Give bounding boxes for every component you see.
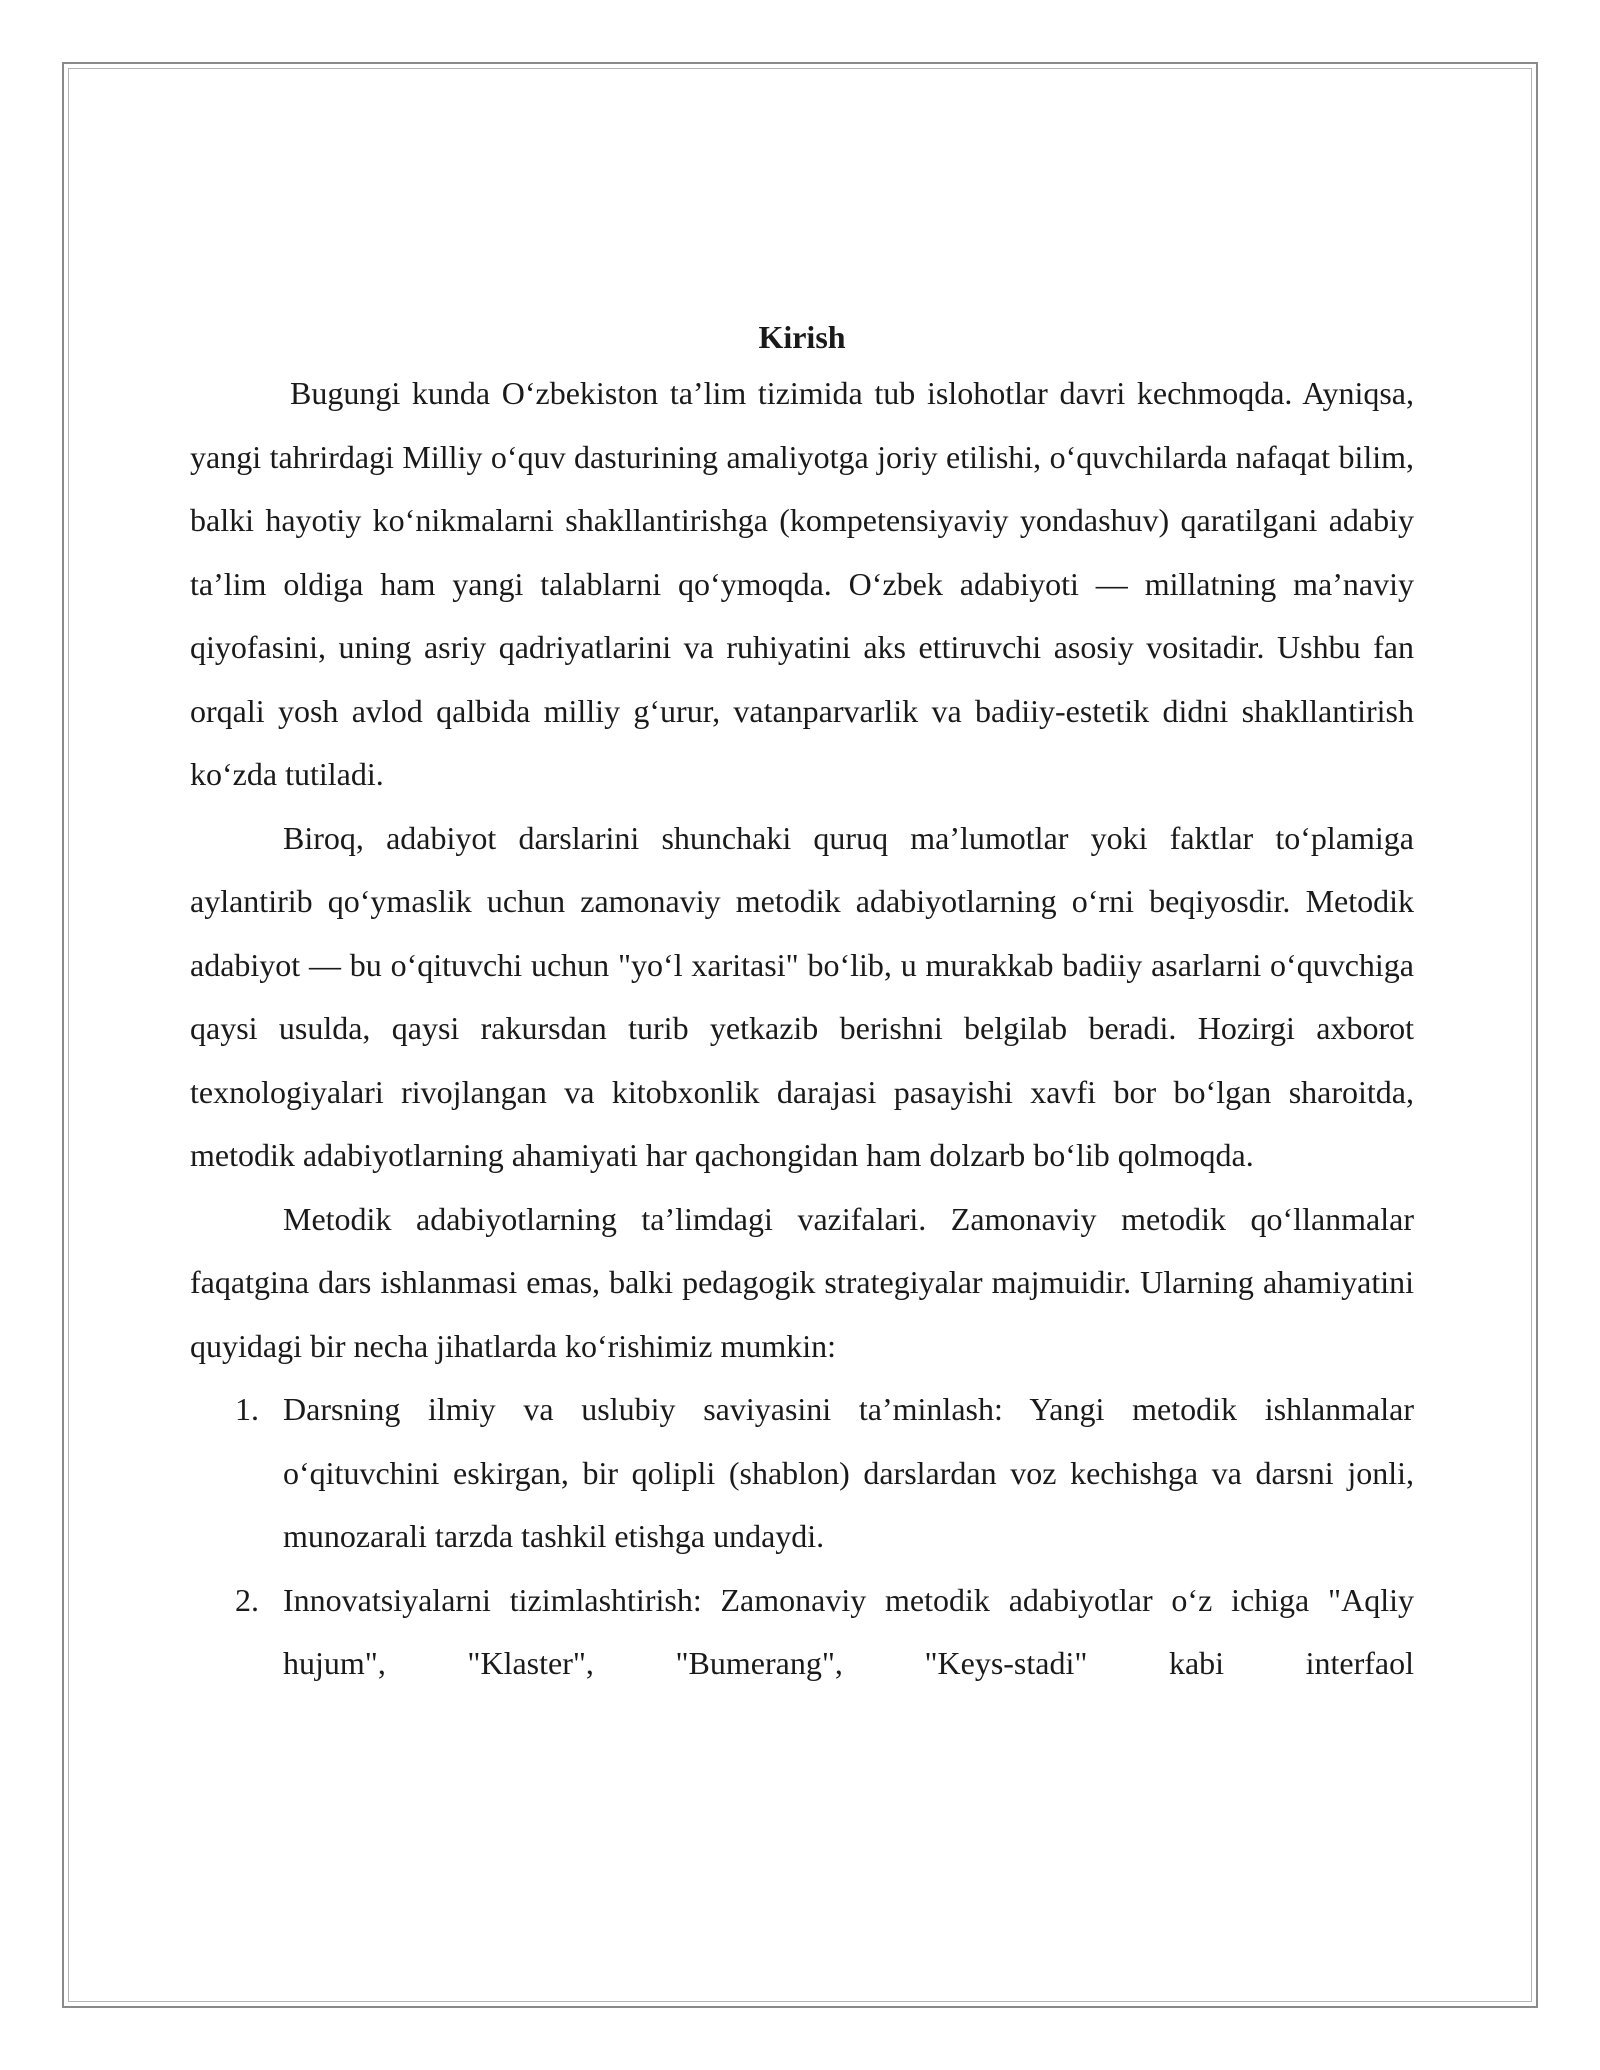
- document-body: [190, 312, 1414, 1696]
- document-title: Kirish: [758, 319, 846, 355]
- list-item: [190, 1569, 1414, 1696]
- list-item-number: 1.: [235, 1391, 259, 1427]
- paragraph-tasks: Metodik adabiyotlarning ta’limdagi vazifalari. Zamonaviy metodik qo‘llanmalar faqatgina dars ishlanmasi emas, balki pedagogik strategiyalar majmuidir. Ularning ahamiyatini quyidagi bir necha jihatlarda ko‘rishimiz mumkin:: [190, 1200, 1414, 1364]
- paragraph-methodology: Biroq, adabiyot darslarini shunchaki quruq ma’lumotlar yoki faktlar to‘plamiga aylantirib qo‘ymaslik uchun zamonaviy metodik adabiyotlarning o‘rni beqiyosdir. Metodik adabiyot — bu o‘qituvchi uchun "yo‘l xaritasi" bo‘lib, u murakkab badiiy asarlarni o‘quvchiga qaysi usulda, qaysi rakursdan turib yetkazib berishni belgilab beradi. Hozirgi axborot texnologiyalari rivojlangan va kitobxonlik darajasi pasayishi xavfi bor bo‘lgan sharoitda, metodik adabiyotlarning ahamiyati har qachongidan ham dolzarb bo‘lib qolmoqda.: [190, 819, 1414, 1173]
- list-item-number: 2.: [235, 1581, 259, 1618]
- list-item-text: Darsning ilmiy va uslubiy saviyasini ta’minlash: Yangi metodik ishlanmalar o‘qituvchini eskirgan, bir qolipli (shablon) darslardan voz kechishga va darsni jonli, munozarali tarzda tashkil etishga undaydi.: [283, 1391, 1414, 1554]
- list-item-text: Innovatsiyalarni tizimlashtirish: Zamonaviy metodik adabiyotlar o‘z ichiga "Aqliy hujum", "Klaster", "Bumerang", "Keys-stadi" kabi interfaol: [283, 1581, 1414, 1681]
- list-item: [190, 1378, 1414, 1569]
- numbered-list: [190, 1378, 1414, 1696]
- paragraph-intro: Bugungi kunda O‘zbekiston ta’lim tizimida tub islohotlar davri kechmoqda. Ayniqsa, yangi tahrirdagi Milliy o‘quv dasturining amaliyotga joriy etilishi, o‘quvchilarda nafaqat bilim, balki hayotiy ko‘nikmalarni shakllantirishga (kompetensiyaviy yondashuv) qaratilgani adabiy ta’lim oldiga ham yangi talablarni qo‘ymoqda. O‘zbek adabiyoti — millatning ma’naviy qiyofasini, uning asriy qadriyatlarini va ruhiyatini aks ettiruvchi asosiy vositadir. Ushbu fan orqali yosh avlod qalbida milliy g‘urur, vatanparvarlik va badiiy-estetik didni shakllantirish ko‘zda tutiladi.: [190, 375, 1414, 792]
